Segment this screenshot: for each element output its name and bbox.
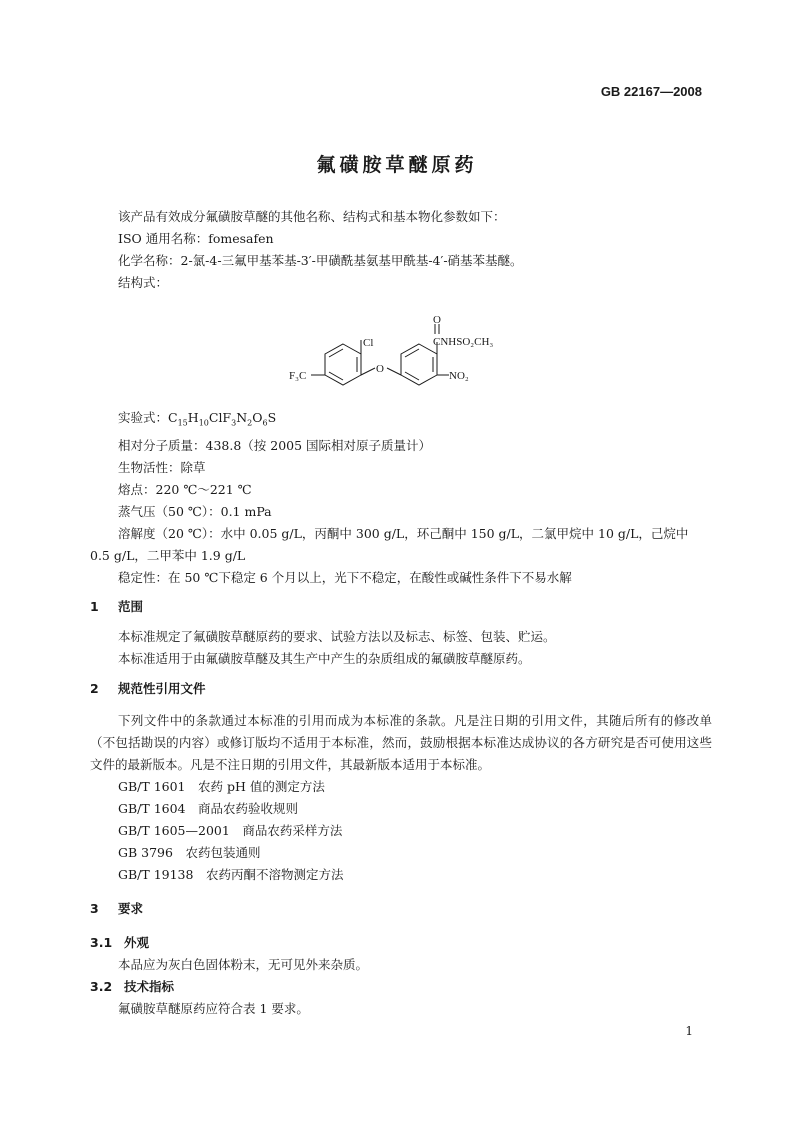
section-3-2-heading: 3.2 技术指标 [90,979,175,994]
molecular-weight: 相对分子质量：438.8（按 2005 国际相对原子质量计） [118,437,432,453]
solubility: 溶解度（20 ℃）：水中 0.05 g/L，丙酮中 300 g/L，环己酮中 150 g/L，二氯甲烷中 10 g/L，己烷中 [118,525,689,541]
nitro-label: NO₂ [449,370,469,382]
reference-item: GB/T 1604 商品农药验收规则 [118,801,299,816]
carbonyl-oxygen: O [433,314,441,326]
section-3-1-paragraph: 本品应为灰白色固体粉末，无可见外来杂质。 [118,957,369,972]
chlorine-label: Cl [363,337,374,349]
stability: 稳定性：在 50 ℃下稳定 6 个月以上，光下不稳定，在酸性或碱性条件下不易水解 [118,569,572,585]
properties-block [90,407,712,589]
vapor-pressure: 蒸气压（50 ℃）：0.1 mPa [118,503,272,519]
sections-block [90,596,712,1020]
document-title: 氟磺胺草醚原药 [316,154,478,176]
trifluoromethyl-label: F₃C [289,370,307,382]
section-2-paragraph: 下列文件中的条款通过本标准的引用而成为本标准的条款。凡是注日期的引用文件，其随后所有的修改单（不包括勘误的内容）或修订版均不适用于本标准，然而，鼓励根据本标准达成协议的各方研究是否可使用这些文件的最新版本。凡是不注日期的引用文件，其最新版本适用于本标准。 [90,713,712,772]
section-2-heading: 2 规范性引用文件 [90,681,206,696]
intro-line: 该产品有效成分氟磺胺草醚的其他名称、结构式和基本物化参数如下： [118,209,506,224]
reference-item: GB 3796 农药包装通则 [118,845,261,860]
left-benzene-ring [325,344,361,385]
standard-number: GB 22167—2008 [600,84,702,99]
page-number: 1 [685,1024,693,1038]
intro-block [118,206,718,294]
iso-name: ISO 通用名称：fomesafen [118,231,274,246]
right-benzene-ring [401,344,437,385]
reference-item: GB/T 1605—2001 商品农药采样方法 [118,823,343,838]
structure-label: 结构式： [118,275,169,290]
section-1-heading: 1 范围 [90,599,144,614]
structural-formula [285,312,515,402]
reference-item: GB/T 1601 农药 pH 值的测定方法 [118,779,325,794]
biological-activity: 生物活性：除草 [118,459,206,475]
melting-point: 熔点：220 ℃～221 ℃ [118,481,252,497]
ether-oxygen: O [376,363,384,375]
section-3-2-paragraph: 氟磺胺草醚原药应符合表 1 要求。 [118,1001,309,1016]
reference-item: GB/T 19138 农药丙酮不溶物测定方法 [118,867,344,882]
section-1-paragraph: 本标准规定了氟磺胺草醚原药的要求、试验方法以及标志、标签、包装、贮运。 [118,629,556,644]
section-1-paragraph: 本标准适用于由氟磺胺草醚及其生产中产生的杂质组成的氟磺胺草醚原药。 [118,651,531,666]
solubility-continued: 0.5 g/L，二甲苯中 1.9 g/L [90,547,246,563]
section-3-1-heading: 3.1 外观 [90,935,150,950]
side-chain-label: CNHSO₂CH₃ [433,336,494,348]
section-3-heading: 3 要求 [90,901,144,916]
chemical-name: 化学名称：2-氯-4-三氟甲基苯基-3′-甲磺酰基氨基甲酰基-4′-硝基苯基醚。 [118,253,523,268]
molecular-formula: 实验式：$C_{15}H_{10}ClF_3N_2O_6S$ [118,410,277,428]
